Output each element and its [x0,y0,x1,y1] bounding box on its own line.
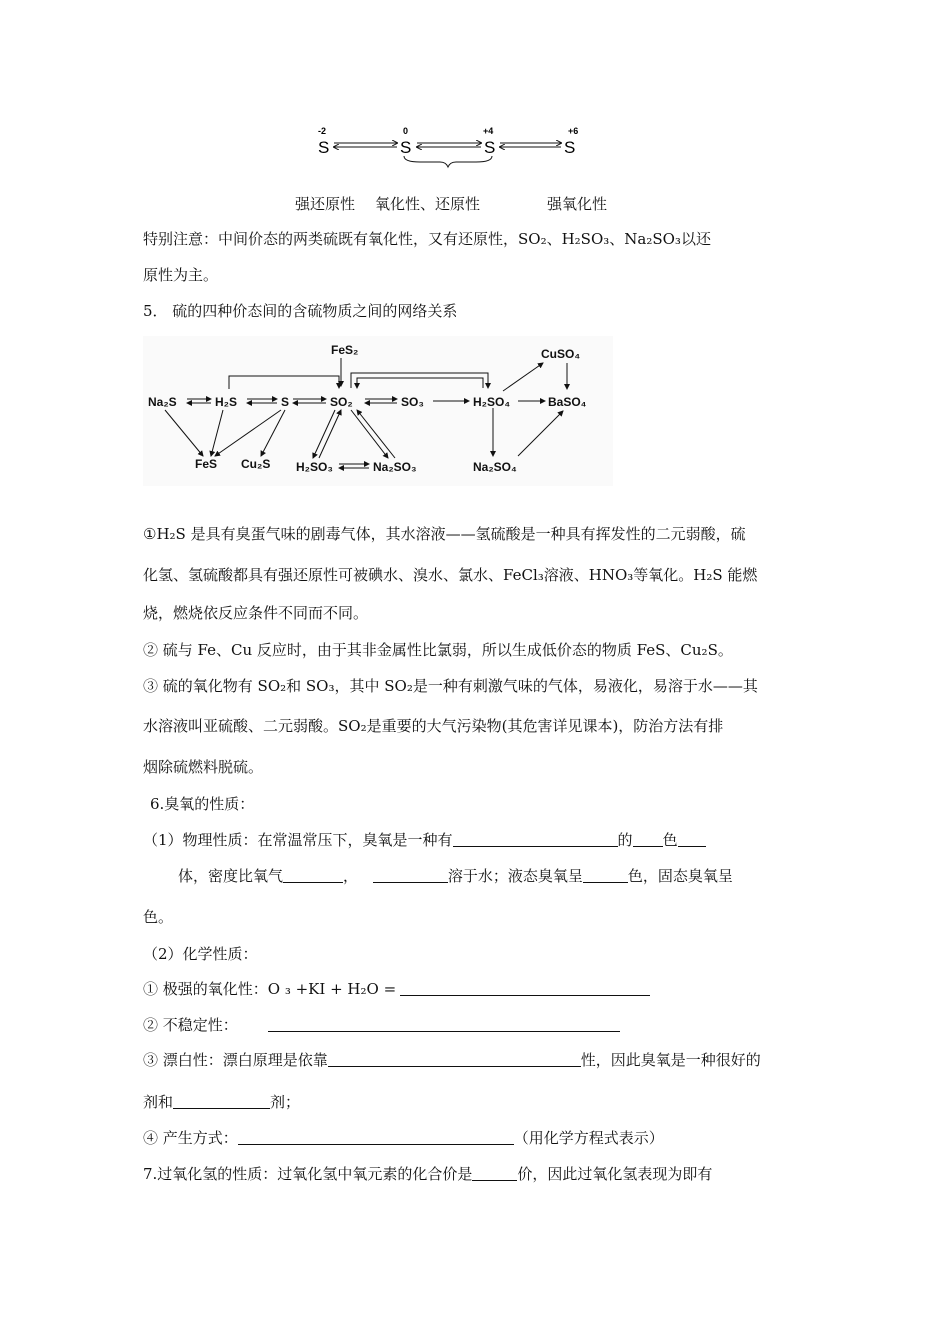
node-baso4: BaSO₄ [548,395,587,409]
blank-production-equation[interactable] [238,1130,514,1145]
section-7-text-a: 7.过氧化氢的性质：过氧化氢中氧元素的化合价是 [143,1165,473,1183]
blank-agent[interactable] [173,1094,270,1109]
equilibrium-arrows [334,143,561,147]
node-so2: SO₂ [330,395,353,409]
blank-state[interactable] [678,832,706,847]
node-fes2: FeS₂ [331,343,359,357]
node-h2s: H₂S [215,395,238,409]
chem-production [143,1128,664,1148]
chemical-properties-title: （2）化学性质： [143,945,258,963]
paragraph-1-line-1: ①H₂S 是具有臭蛋气味的剧毒气体，其水溶液——氢硫酸是一种具有挥发性的二元弱酸，硫 [143,525,746,543]
chem-bleaching-text-d: 剂； [270,1093,301,1111]
paragraph-3-line-1: ③ 硫的氧化物有 SO₂和 SO₃，其中 SO₂是一种有刺激气味的气体，易液化，易溶于水——其 [143,677,758,695]
sulfur-atom: S [484,138,496,157]
node-na2so3: Na₂SO₃ [373,460,417,474]
strong-oxidizing-label: 强氧化性 [547,195,608,213]
blank-color[interactable] [633,832,663,847]
section-5-title: 5． 硫的四种价态间的含硫物质之间的网络关系 [143,302,458,320]
blank-solubility[interactable] [373,868,448,883]
blank-liquid-color[interactable] [583,868,628,883]
blank-density[interactable] [283,868,343,883]
valence-label: 0 [403,126,409,136]
physical-properties-line-3: 色。 [143,908,174,926]
chem-production-text-b: （用化学方程式表示） [513,1129,664,1147]
phys2-text-a: 体，密度比氧气 [178,867,284,885]
phys2-text-c: 溶于水；液态臭氧呈 [447,867,583,885]
chem-bleaching-text-c: 剂和 [143,1093,174,1111]
chem-bleaching-text-a: ③ 漂白性：漂白原理是依靠 [143,1051,328,1069]
chem-bleaching [143,1050,761,1070]
section-6-title: 6.臭氧的性质： [150,795,255,813]
node-h2so3: H₂SO₃ [296,460,333,474]
valence-label: +6 [568,126,579,136]
paragraph-1-line-3: 烧，燃烧依反应条件不同而不同。 [143,604,369,622]
valence-label: +4 [483,126,494,136]
paragraph-1-line-2: 化氢、氢硫酸都具有强还原性可被碘水、溴水、氯水、FeCl₃溶液、HNO₃等氧化。H₂S 能燃 [143,566,758,584]
chem-oxidizing [143,979,650,999]
paragraph-2: ② 硫与 Fe、Cu 反应时，由于其非金属性比氯弱，所以生成低价态的物质 FeS、Cu₂S。 [143,641,733,659]
brace [404,156,492,167]
blank-oxidizing-equation[interactable] [400,981,650,996]
node-fes: FeS [195,457,218,471]
chem-bleaching-text-b: 性，因此臭氧是一种很好的 [580,1051,761,1069]
node-cuso4: CuSO₄ [541,347,581,361]
blank-instability-equation[interactable] [268,1017,620,1032]
blank-oxidation-state[interactable] [472,1166,517,1181]
note-line-2: 原性为主。 [143,266,219,284]
physical-properties-line-1 [143,830,706,850]
node-cu2s: Cu₂S [241,457,271,471]
sulfur-atom: S [318,138,330,157]
sulfur-atom: S [564,138,576,157]
chem-bleaching-2 [143,1092,300,1112]
node-s: S [281,395,290,409]
sulfur-atom: S [400,138,412,157]
chem-production-text-a: ④ 产生方式： [143,1129,238,1147]
blank-smell[interactable] [453,832,618,847]
phys-text-a: （1）物理性质：在常温常压下，臭氧是一种有 [143,831,453,849]
phys2-text-b: ， [343,867,359,885]
redox-label: 氧化性、还原性 [375,195,481,213]
paragraph-3-line-3: 烟除硫燃料脱硫。 [143,758,264,776]
phys2-text-d: 色，固态臭氧呈 [627,867,733,885]
chem-instability-text: ② 不稳定性： [143,1016,238,1034]
paragraph-3-line-2: 水溶液叫亚硫酸、二元弱酸。SO₂是重要的大气污染物(其危害详见课本)，防治方法有排 [143,717,724,735]
node-h2so4: H₂SO₄ [473,395,511,409]
node-na2s: Na₂S [148,395,177,409]
sulfur-network-diagram [143,336,613,486]
strong-reducing-label: 强还原性 [295,195,356,213]
section-7-text-b: 价，因此过氧化氢表现为即有 [517,1165,713,1183]
valence-diagram [300,118,600,178]
phys-text-c: 色 [662,831,678,849]
blank-bleaching-principle[interactable] [328,1052,581,1067]
section-7-line-1 [143,1164,712,1184]
physical-properties-line-2 [178,866,733,886]
node-so3: SO₃ [401,395,424,409]
node-na2so4: Na₂SO₄ [473,460,517,474]
note-line-1: 特别注意：中间价态的两类硫既有氧化性，又有还原性，SO₂、H₂SO₃、Na₂SO₃以还 [143,230,711,248]
phys-text-b: 的 [617,831,633,849]
chem-instability [143,1015,620,1035]
valence-label: -2 [318,126,327,136]
chem-oxidizing-text: ① 极强的氧化性：O ₃ +KI + H₂O = [143,980,397,998]
